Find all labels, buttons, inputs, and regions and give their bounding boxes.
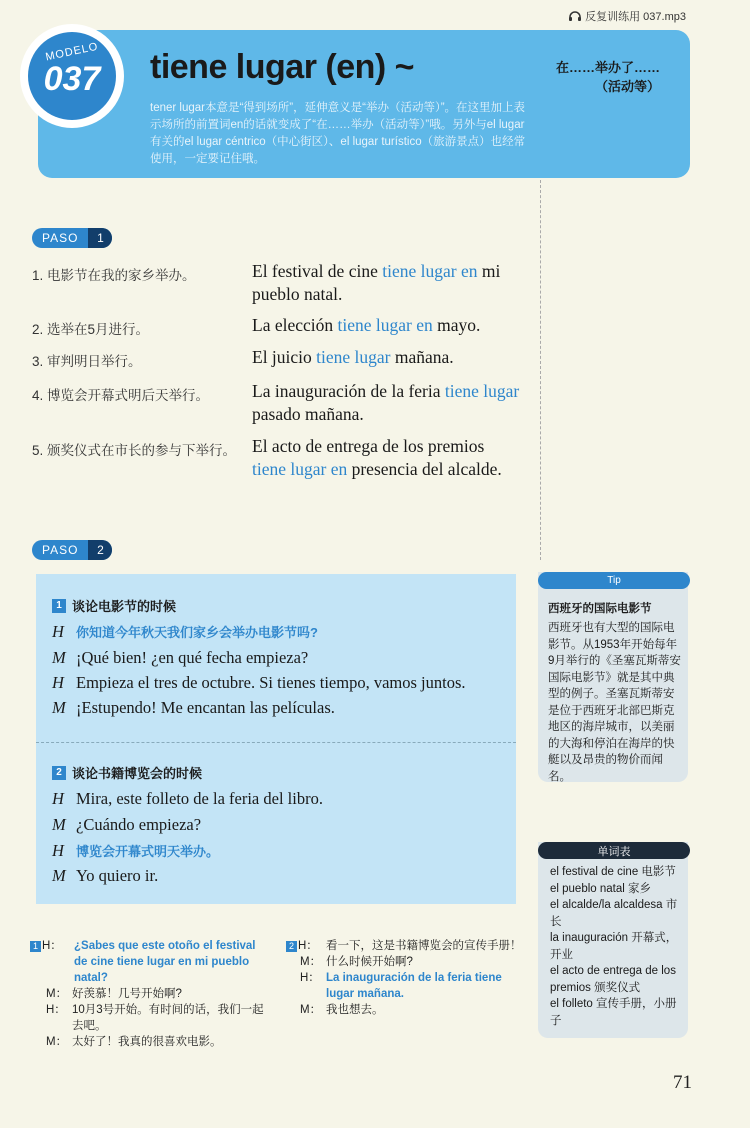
vocab-item: el alcalde/la alcaldesa 市长: [550, 899, 678, 928]
translation-line: M： 我也想去。: [300, 1004, 384, 1016]
paso-label: PASO: [42, 231, 79, 245]
tip-header: Tip: [538, 572, 690, 589]
translation-line: M： 什么时候开始啊?: [300, 956, 413, 968]
headphones-icon: [568, 10, 582, 22]
translation-line: 1 H： ¿Sabes que este otoño el festival de cine tiene lugar en mi pueblo natal?: [30, 938, 268, 986]
sentence-cn: 5. 颁奖仪式在市长的参与下举行。: [32, 443, 237, 458]
sentence-es: El festival de cine tiene lugar en mi pueblo natal.: [252, 261, 501, 304]
title-meaning: [548, 58, 660, 96]
paso-number: 2: [88, 540, 112, 560]
page-number: 71: [673, 1072, 692, 1093]
sentence-cn: 2. 选举在5月进行。: [32, 322, 150, 337]
page-title: tiene lugar (en) ~: [150, 48, 414, 86]
dialog-2-title: 2 谈论书籍博览会的时候: [52, 763, 202, 782]
translation-1: [30, 938, 268, 1050]
dialog-line: M Yo quiero ir.: [52, 866, 159, 885]
modelo-badge: [20, 24, 124, 128]
dialog-line: H Empieza el tres de octubre. Si tienes tiempo, vamos juntos.: [52, 673, 466, 692]
sentence-cn: 4. 博览会开幕式明后天举行。: [32, 388, 210, 403]
vocab-list: [550, 864, 684, 1029]
paso-1-badge: [32, 228, 112, 248]
vocab-item: el acto de entrega de los premios 颁奖仪式: [550, 965, 676, 994]
dialog-line: H 你知道今年秋天我们家乡会举办电影节吗?: [52, 622, 318, 641]
divider: [540, 180, 541, 560]
sentence-es: El acto de entrega de los premios tiene lugar en presencia del alcalde.: [252, 436, 502, 479]
audio-label: [568, 8, 686, 24]
badge-number: 037: [43, 60, 101, 98]
paso-label: PASO: [42, 543, 79, 557]
audio-filename: 反复训练用 037.mp3: [585, 11, 686, 23]
tip-title: 西班牙的国际电影节: [548, 603, 652, 615]
sentence-cn: 1. 电影节在我的家乡举办。: [32, 268, 196, 283]
tip-body: 西班牙也有大型的国际电影节。从1953年开始每年9月举行的《圣塞瓦斯蒂安国际电影节》就是其中典型的例子。圣塞瓦斯蒂安是位于西班牙北部巴斯克地区的海岸城市，以美丽的大海和停泊在海岸的快艇以及昂贵的物价而闻名。: [548, 622, 681, 783]
translation-line: M： 好羡慕！几号开始啊?: [46, 988, 182, 1000]
dialog-line: M ¡Qué bien! ¿en qué fecha empieza?: [52, 648, 309, 667]
sentence-es: El juicio tiene lugar mañana.: [252, 347, 454, 367]
dialog-separator: [36, 742, 516, 743]
header-description: tener lugar本意是“得到场所”，延伸意义是“举办（活动等）”。在这里加上表示场所的前置词en的话就变成了“在……举办（活动等）”哦。另外与el lugar有关的el lugar céntrico（中心街区）、el lugar turístico（旅游景点）也经常使用，一定要记住哦。: [150, 102, 526, 165]
sentence-es: La inauguración de la feria tiene lugar pasado mañana.: [252, 381, 520, 424]
vocab-item: el pueblo natal 家乡: [550, 882, 652, 895]
sentence-cn: 3. 审判明日举行。: [32, 354, 142, 369]
vocab-item: la inauguración 开幕式，开业: [550, 932, 678, 961]
dialog-line: M ¡Estupendo! Me encantan las películas.: [52, 698, 335, 717]
dialog-line: H Mira, este folleto de la feria del libro.: [52, 789, 323, 808]
meaning-line-2: （活动等）: [594, 79, 660, 94]
translation-line: H： La inauguración de la feria tiene lugar mañana.: [300, 972, 502, 1000]
translation-line: M： 太好了！我真的很喜欢电影。: [46, 1036, 222, 1048]
translation-line: 2 H： 看一下，这是书籍博览会的宣传手册！: [286, 938, 526, 954]
badge-label: MODELO: [44, 40, 100, 64]
translation-2: [286, 938, 526, 1018]
paso-number: 1: [88, 228, 112, 248]
meaning-line-1: 在……举办了……: [555, 60, 660, 75]
sentence-es: La elección tiene lugar en mayo.: [252, 315, 481, 335]
dialog-line: M ¿Cuándo empieza?: [52, 815, 202, 834]
vocab-item: el folleto 宣传手册，小册子: [550, 998, 677, 1027]
dialog-1-title: 1 谈论电影节的时候: [52, 596, 176, 615]
vocab-header: 单词表: [538, 842, 690, 859]
vocab-item: el festival de cine 电影节: [550, 866, 676, 878]
paso-2-badge: [32, 540, 112, 560]
translation-line: H： 10月3号开始。有时间的话，我们一起去吧。: [46, 1004, 264, 1032]
dialog-line: H 博览会开幕式明天举办。: [52, 841, 220, 860]
